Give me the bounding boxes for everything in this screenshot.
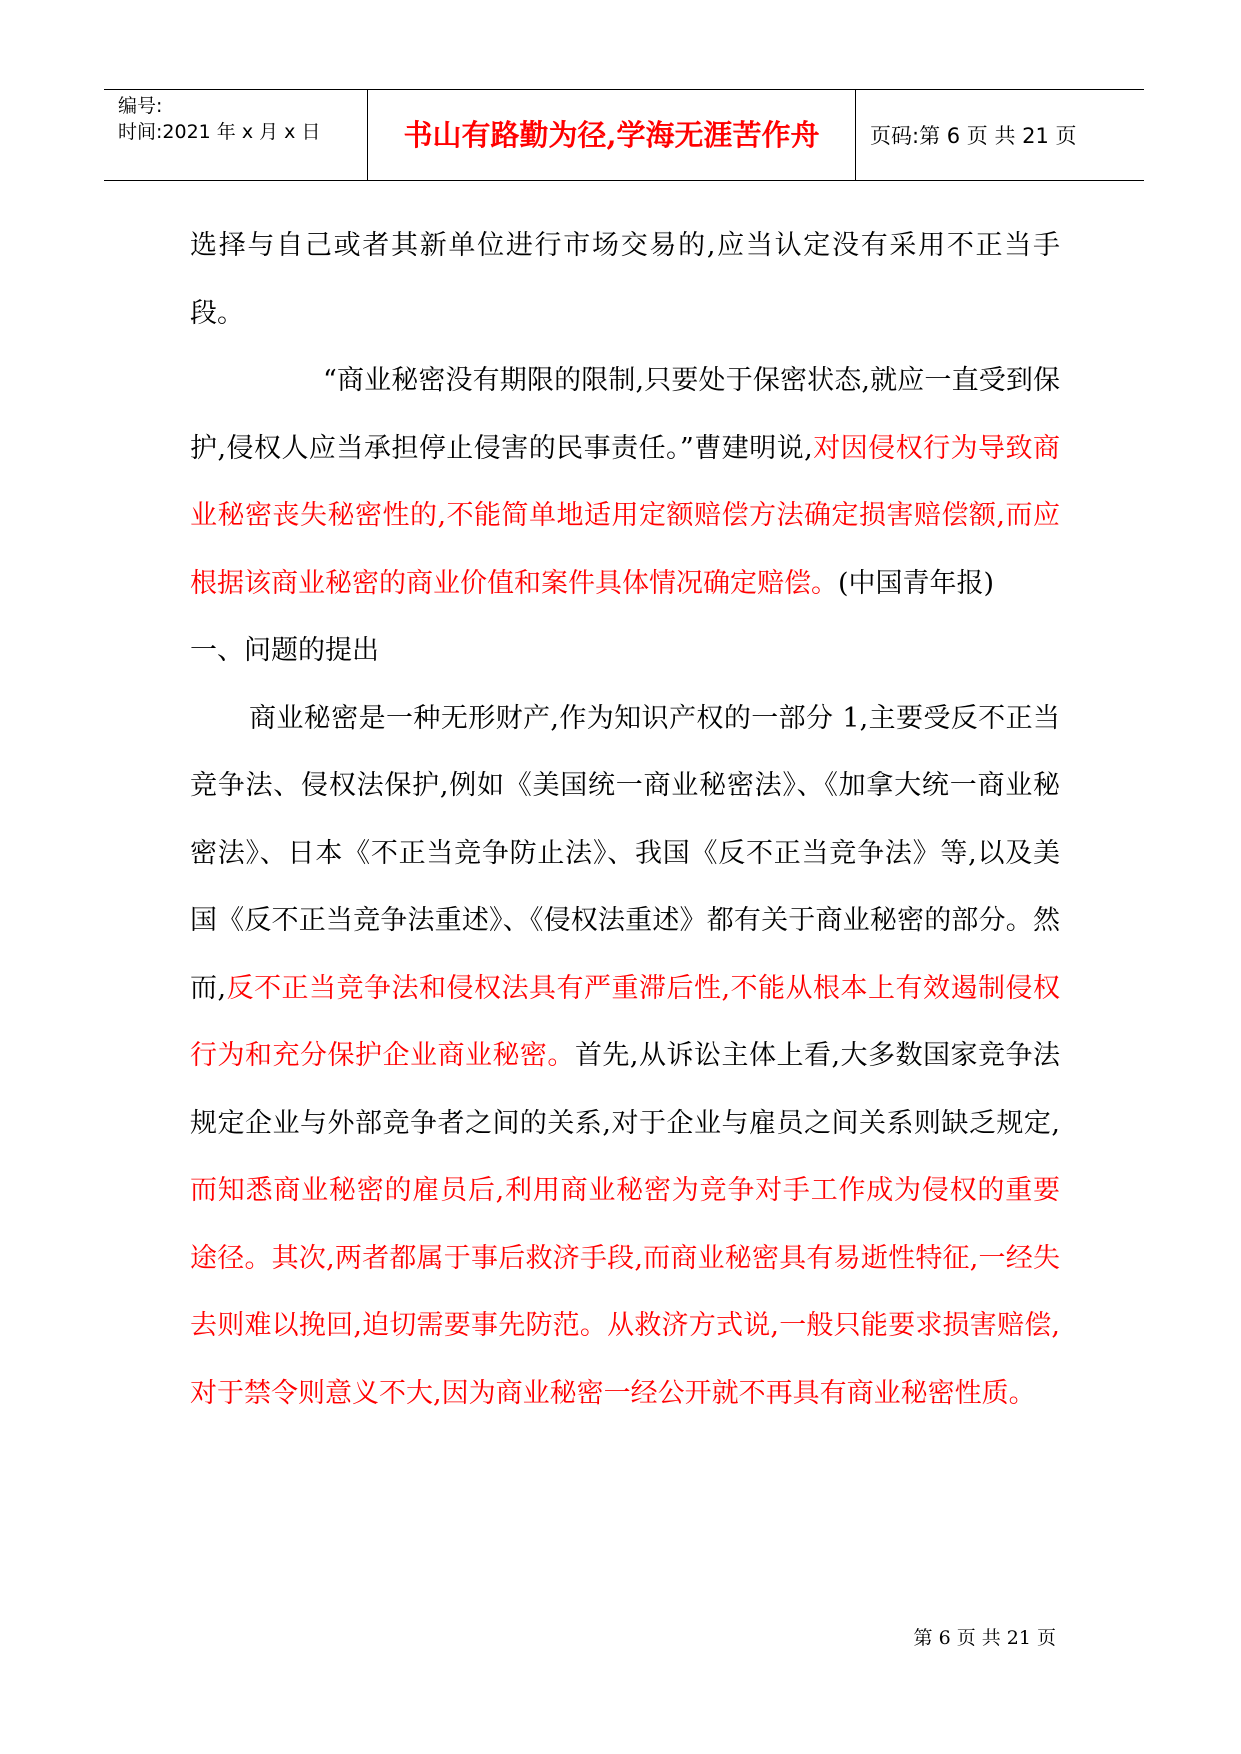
document-number-label: 编号: — [118, 95, 163, 117]
source-citation: (中国青年报) — [838, 567, 995, 599]
highlighted-text: 反不正当竞争法和侵权法具有严重滞后性,不能从根本上有效遏制侵权行为和充分保护企业商业秘密。 — [190, 972, 1060, 1071]
document-time-label: 时间:2021 年 x 月 x 日 — [118, 121, 321, 143]
paragraph-3-intro: 商业秘密是一种无形财产,作为知识产权的一部分 1,主要受反不正当竞争法、侵权法保护,例如《美国统一商业秘密法》、《加拿大统一商业秘密法》、日本《不正当竞争防止法》、我国《反不正当竞争法》等,以及美国《反不正当竞争法重述》、《侵权法重述》都有关于商业秘密的部分。然而, — [190, 702, 1060, 1004]
header-meta-cell — [104, 90, 368, 180]
page-header — [104, 89, 1144, 181]
highlighted-text: 而知悉商业秘密的雇员后,利用商业秘密为竞争对手工作成为侵权的重要途径。其次,两者都属于事后救济手段,而商业秘密具有易逝性特征,一经失去则难以挽回,迫切需要事先防范。从救济方式说,一般只能要求损害赔偿,对于禁令则意义不大,因为商业秘密一经公开就不再具有商业秘密性质。 — [190, 1175, 1060, 1409]
paragraph-3 — [190, 685, 1060, 1428]
page-footer: 第 6 页 共 21 页 — [913, 1627, 1056, 1649]
highlighted-text: 对因侵权行为导致商业秘密丧失秘密性的,不能简单地适用定额赔偿方法确定损害赔偿额,而应根据该商业秘密的商业价值和案件具体情况确定赔偿。 — [190, 432, 1061, 599]
paragraph-3-middle: 首先,从诉讼主体上看,大多数国家竞争法规定企业与外部竞争者之间的关系,对于企业与雇员之间关系则缺乏规定, — [190, 1040, 1061, 1139]
paragraph-quote — [190, 347, 1060, 617]
header-motto-cell — [368, 90, 856, 180]
quote-text: “商业秘密没有期限的限制,只要处于保密状态,就应一直受到保护,侵权人应当承担停止侵害的民事责任。”曹建明说, — [190, 365, 1060, 464]
header-page-cell — [856, 90, 1144, 180]
paragraph-1: 选择与自己或者其新单位进行市场交易的,应当认定没有采用不正当手段。 — [190, 230, 1060, 329]
header-page-info: 页码:第 6 页 共 21 页 — [870, 124, 1077, 148]
header-motto: 书山有路勤为径,学海无涯苦作舟 — [403, 118, 820, 152]
document-body — [190, 212, 1060, 1427]
section-heading: 一、问题的提出 — [190, 635, 379, 666]
